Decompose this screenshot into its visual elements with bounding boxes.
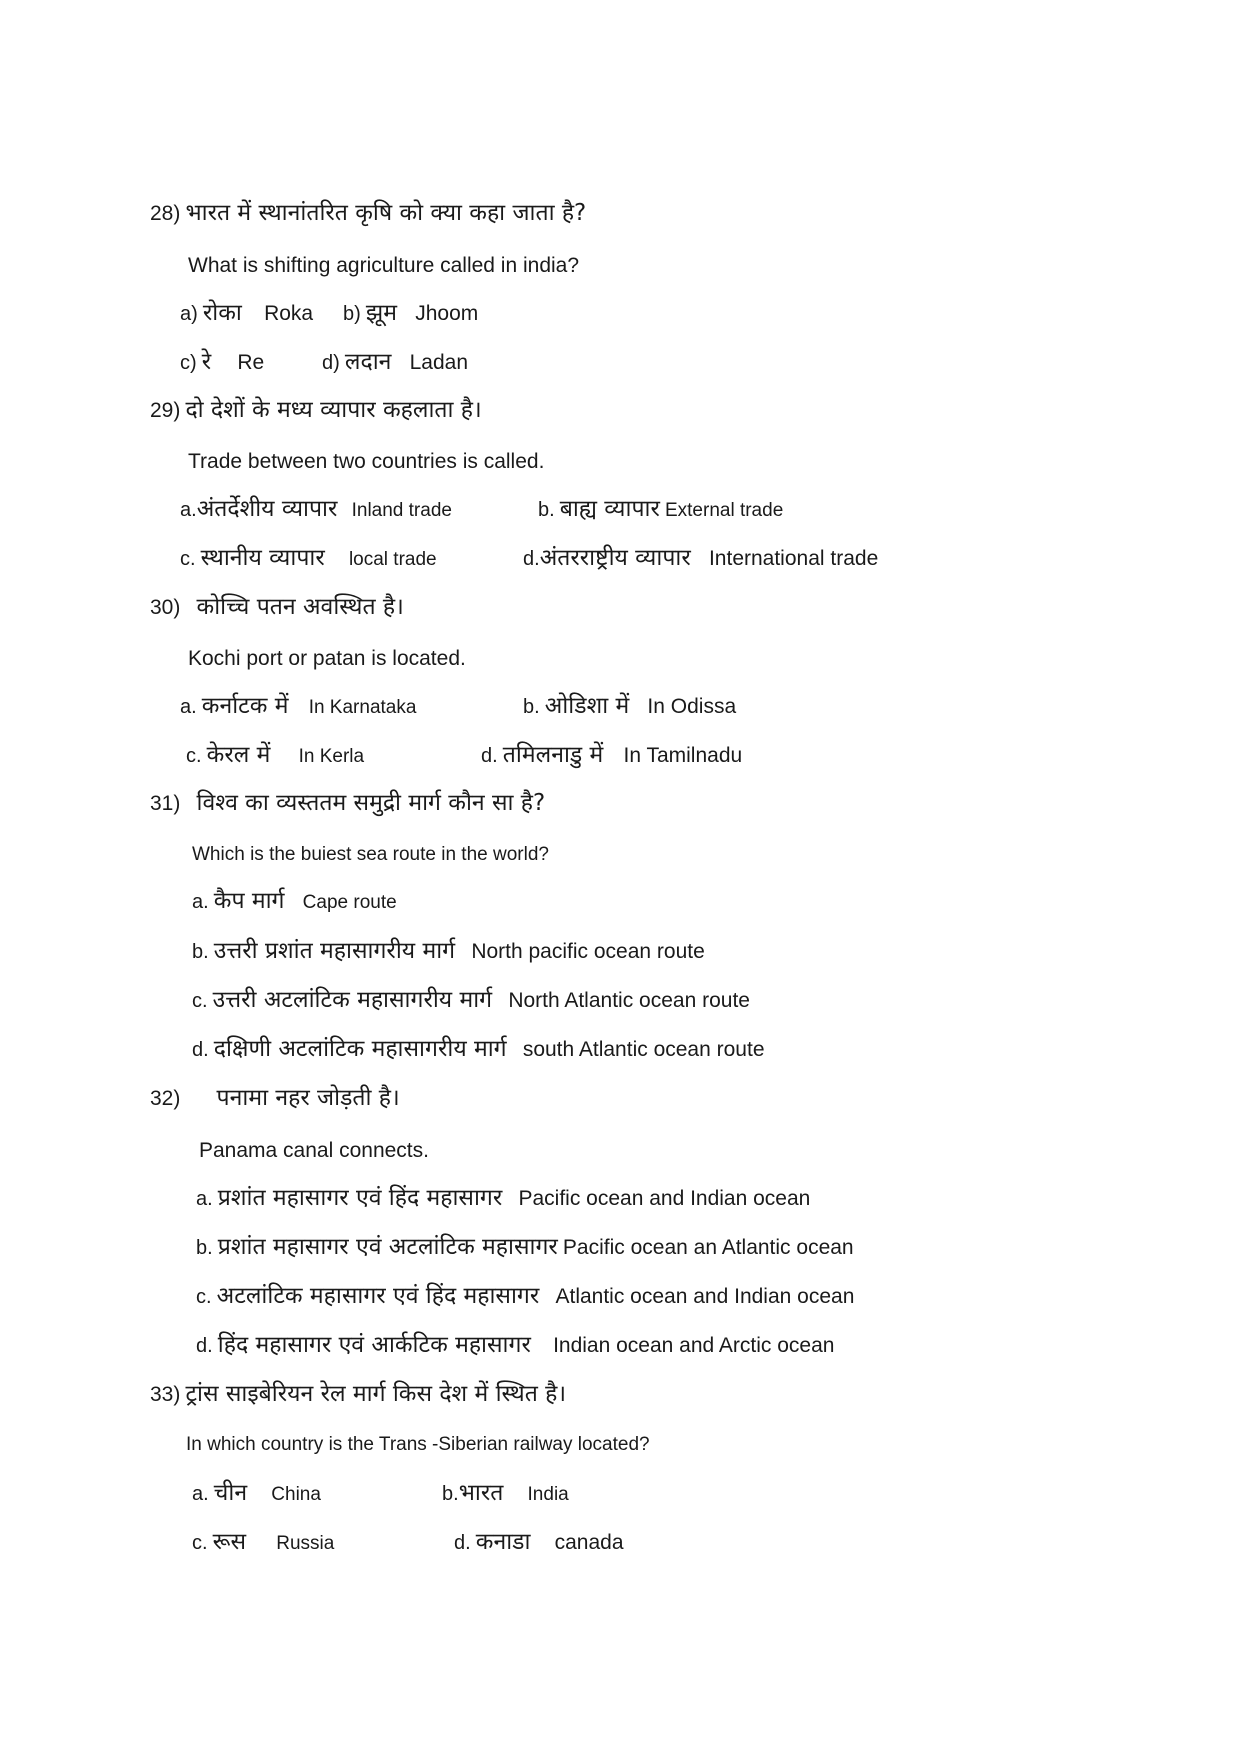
question-text-hindi: भारत में स्थानांतरित कृषि को क्या कहा जाता है? (185, 200, 587, 226)
question-33-hindi (150, 1383, 566, 1406)
question-31-english: Which is the buiest sea route in the world? (192, 844, 549, 865)
question-29-option-c: c. स्थानीय व्यापार local trade (180, 545, 437, 571)
question-32-option-d: d. हिंद महासागर एवं आर्कटिक महासागर Indian ocean and Arctic ocean (196, 1332, 835, 1358)
question-33-english: In which country is the Trans -Siberian railway located? (186, 1434, 650, 1455)
question-28-option-c: c) रे Re (180, 349, 265, 375)
question-33-option-d: d. कनाडा canada (454, 1529, 624, 1555)
question-29-option-b: b. बाह्य व्यापार External trade (538, 496, 784, 522)
question-31-option-b: b. उत्तरी प्रशांत महासागरीय मार्ग North pacific ocean route (192, 938, 705, 964)
question-number: 30) (150, 596, 181, 619)
question-32-option-c: c. अटलांटिक महासागर एवं हिंद महासागर Atlantic ocean and Indian ocean (196, 1283, 855, 1309)
question-number: 31) (150, 792, 181, 815)
question-33-option-b: b.भारत India (442, 1480, 569, 1506)
question-29-option-a: a.अंतर्देशीय व्यापार Inland trade (180, 496, 452, 522)
question-31-option-a: a. कैप मार्ग Cape route (192, 888, 397, 914)
question-number: 28) (150, 202, 181, 225)
question-31-hindi (150, 792, 545, 815)
question-number: 32) (150, 1087, 181, 1110)
question-30-hindi (150, 596, 404, 619)
question-30-option-b: b. ओडिशा में In Odissa (523, 693, 737, 719)
question-text-hindi: विश्व का व्यस्ततम समुद्री मार्ग कौन सा है? (196, 790, 546, 816)
question-29-option-d: d.अंतरराष्ट्रीय व्यापार International trade (523, 545, 879, 571)
question-29-hindi (150, 399, 482, 422)
question-number: 33) (150, 1383, 181, 1406)
question-30-english: Kochi port or patan is located. (188, 647, 466, 670)
question-text-hindi: ट्रांस साइबेरियन रेल मार्ग किस देश में स्थित है। (185, 1381, 567, 1407)
question-29-english: Trade between two countries is called. (188, 450, 545, 473)
question-28-option-a: a) रोका Roka (180, 300, 314, 326)
question-33-option-a: a. चीन China (192, 1480, 321, 1506)
question-28-option-d: d) लदान Ladan (322, 349, 469, 375)
question-32-option-a: a. प्रशांत महासागर एवं हिंद महासागर Pacific ocean and Indian ocean (196, 1185, 811, 1211)
question-33-option-c: c. रूस Russia (192, 1529, 335, 1555)
question-30-option-d: d. तमिलनाडु में In Tamilnadu (481, 742, 743, 768)
question-31-option-d: d. दक्षिणी अटलांटिक महासागरीय मार्ग south Atlantic ocean route (192, 1036, 765, 1062)
question-32-option-b: b. प्रशांत महासागर एवं अटलांटिक महासागर Pacific ocean an Atlantic ocean (196, 1234, 854, 1260)
question-30-option-a: a. कर्नाटक में In Karnataka (180, 693, 417, 719)
question-28-english: What is shifting agriculture called in india? (188, 254, 580, 277)
question-28-option-b: b) झूम Jhoom (343, 300, 479, 326)
question-text-hindi: कोच्चि पतन अवस्थित है। (196, 594, 404, 620)
question-32-hindi (150, 1087, 400, 1110)
question-text-hindi: पनामा नहर जोड़ती है। (216, 1085, 400, 1111)
question-number: 29) (150, 399, 181, 422)
question-text-hindi: दो देशों के मध्य व्यापार कहलाता है। (185, 397, 482, 423)
question-28-hindi (150, 202, 586, 225)
question-32-english: Panama canal connects. (199, 1139, 429, 1162)
question-31-option-c: c. उत्तरी अटलांटिक महासागरीय मार्ग North Atlantic ocean route (192, 987, 750, 1013)
question-30-option-c: c. केरल में In Kerla (186, 742, 365, 768)
